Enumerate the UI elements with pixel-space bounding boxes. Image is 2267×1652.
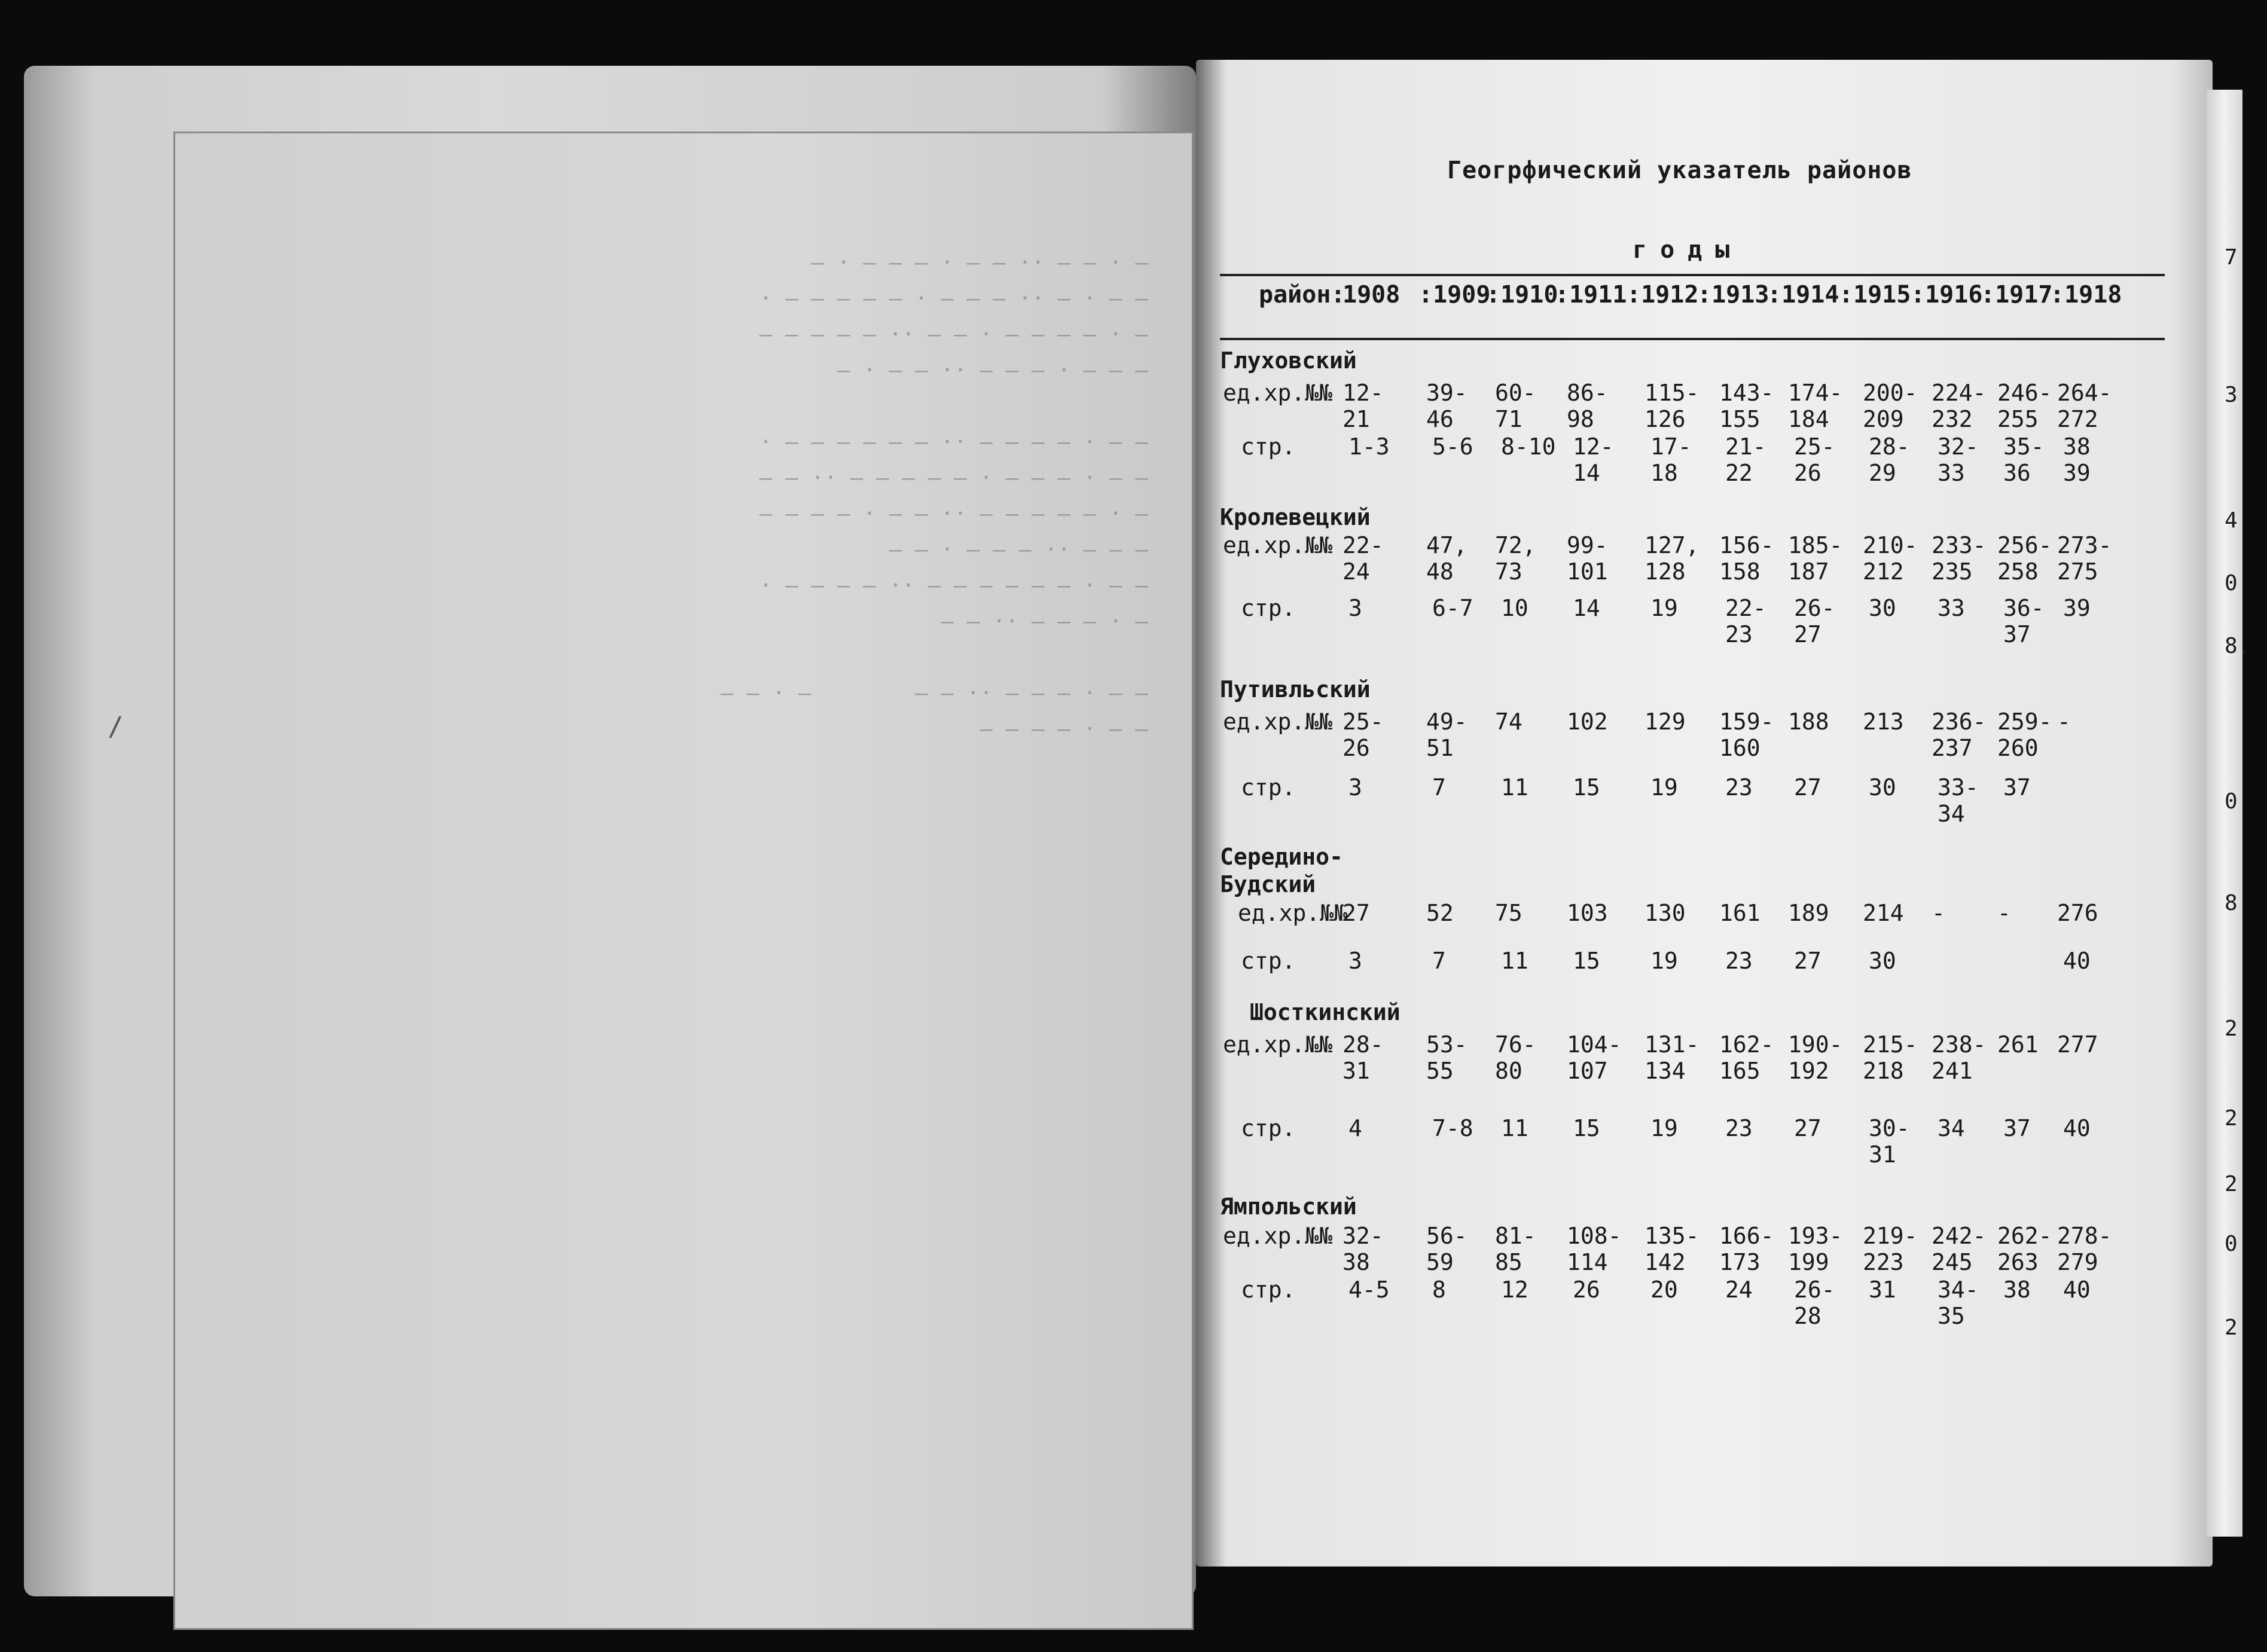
pages-cell: 34- 35 bbox=[1938, 1277, 1979, 1329]
units-cell: 161 bbox=[1719, 900, 1760, 926]
units-cell: 214 bbox=[1863, 900, 1904, 926]
units-cell: 49- 51 bbox=[1426, 709, 1467, 761]
year-header-1911: :1911 bbox=[1555, 281, 1627, 309]
units-cell: 166- 173 bbox=[1719, 1223, 1774, 1275]
pages-cell: 37 bbox=[2003, 774, 2031, 801]
page-title: Геогрфический указатель районов bbox=[1447, 157, 1912, 184]
units-cell: 103 bbox=[1567, 900, 1608, 926]
pages-cell: 19 bbox=[1650, 595, 1678, 621]
pages-cell: 33- 34 bbox=[1938, 774, 1979, 827]
bleed-through-text: — · — — ·· — — · — — — · — — — · — ·· — — — · — — — — — · — · — — — — · — — ·· — — — — — — — — · — — — ·· — — · — — — · — — — — ·· — — — — — — · — — · — — — · — — — — — ·· — — — · — — — — — ·· — — · — — — — — — — ·· — — — · — — — — · — — — — — — ·· — — — — · — · — — — ·· — — — — · — — — ·· — — — · — — — — · — — — — bbox=[720, 251, 1148, 741]
units-cell: 236- 237 bbox=[1932, 709, 1987, 761]
pages-cell: 30 bbox=[1869, 948, 1896, 974]
pages-cell: 7 bbox=[1432, 948, 1446, 974]
pages-row-label: стр. bbox=[1241, 948, 1296, 974]
units-cell: 72, 73 bbox=[1495, 532, 1536, 585]
units-cell: 53- 55 bbox=[1426, 1031, 1467, 1084]
units-cell: 102 bbox=[1567, 709, 1608, 735]
pages-cell: 11 bbox=[1501, 774, 1528, 801]
header-rule-top bbox=[1220, 274, 2165, 276]
units-row-label: ед.хр.№№ bbox=[1223, 532, 1333, 558]
pages-cell: 34 bbox=[1938, 1115, 1965, 1141]
units-cell: 262- 263 bbox=[1997, 1223, 2052, 1275]
units-cell: 246- 255 bbox=[1997, 380, 2052, 432]
units-cell: 75 bbox=[1495, 900, 1522, 926]
pages-cell: 23 bbox=[1725, 774, 1753, 801]
year-header-1913: :1913 bbox=[1697, 281, 1769, 309]
pages-row-label: стр. bbox=[1241, 1115, 1296, 1141]
units-cell: 264- 272 bbox=[2057, 380, 2112, 432]
units-cell: - bbox=[1997, 900, 2011, 926]
units-cell: 86- 98 bbox=[1567, 380, 1608, 432]
district-name: Середино- Будский bbox=[1220, 844, 1343, 897]
units-cell: 189 bbox=[1788, 900, 1829, 926]
units-cell: 185- 187 bbox=[1788, 532, 1843, 585]
pages-cell: 3 bbox=[1348, 948, 1362, 974]
units-cell: 210- 212 bbox=[1863, 532, 1918, 585]
pages-cell: 15 bbox=[1573, 1115, 1600, 1141]
pages-cell: 27 bbox=[1794, 774, 1821, 801]
pages-cell: 15 bbox=[1573, 948, 1600, 974]
pages-cell: 38 bbox=[2003, 1277, 2031, 1303]
units-row-label: ед.хр.№№ bbox=[1223, 1223, 1333, 1249]
pages-cell: 23 bbox=[1725, 1115, 1753, 1141]
units-row-label: ед.хр.№№ bbox=[1238, 900, 1348, 926]
units-cell: 233- 235 bbox=[1932, 532, 1987, 585]
units-cell: 22- 24 bbox=[1342, 532, 1384, 585]
margin-digit: 8. bbox=[2225, 634, 2251, 658]
header-rayon-label: район: bbox=[1259, 281, 1345, 309]
units-cell: 159- 160 bbox=[1719, 709, 1774, 761]
year-header-1915: :1915 bbox=[1839, 281, 1911, 309]
units-cell: 156- 158 bbox=[1719, 532, 1774, 585]
pages-cell: 24 bbox=[1725, 1277, 1753, 1303]
pages-cell: 30 bbox=[1869, 595, 1896, 621]
pages-cell: 19 bbox=[1650, 1115, 1678, 1141]
pages-row-label: стр. bbox=[1241, 433, 1296, 460]
units-cell: 143- 155 bbox=[1719, 380, 1774, 432]
units-cell: 108- 114 bbox=[1567, 1223, 1622, 1275]
units-cell: 28- 31 bbox=[1342, 1031, 1384, 1084]
units-cell: 115- 126 bbox=[1644, 380, 1700, 432]
units-cell: 131- 134 bbox=[1644, 1031, 1700, 1084]
units-cell: 27 bbox=[1342, 900, 1370, 926]
year-header-1909: :1909 bbox=[1418, 281, 1491, 309]
pages-cell: 27 bbox=[1794, 948, 1821, 974]
pages-cell: 26- 28 bbox=[1794, 1277, 1835, 1329]
margin-digit: 2 bbox=[2225, 1172, 2238, 1196]
units-cell: 32- 38 bbox=[1342, 1223, 1384, 1275]
units-cell: 81- 85 bbox=[1495, 1223, 1536, 1275]
units-cell: 74 bbox=[1495, 709, 1522, 735]
pages-row-label: стр. bbox=[1241, 595, 1296, 621]
margin-digit: 7 bbox=[2225, 245, 2238, 270]
margin-digit: 2 bbox=[2225, 1106, 2238, 1131]
pages-cell: 30 bbox=[1869, 774, 1896, 801]
pages-cell: 26- 27 bbox=[1794, 595, 1835, 648]
pages-cell: 8-10 bbox=[1501, 433, 1556, 460]
units-cell: 213 bbox=[1863, 709, 1904, 735]
pages-cell: 40 bbox=[2063, 1115, 2091, 1141]
pages-cell: 8 bbox=[1432, 1277, 1446, 1303]
units-cell: 56- 59 bbox=[1426, 1223, 1467, 1275]
margin-digit: 8 bbox=[2225, 891, 2238, 915]
pages-cell: 21- 22 bbox=[1725, 433, 1766, 486]
pages-cell: 31 bbox=[1869, 1277, 1896, 1303]
units-cell: 273- 275 bbox=[2057, 532, 2112, 585]
units-cell: 215- 218 bbox=[1863, 1031, 1918, 1084]
pages-cell: 4-5 bbox=[1348, 1277, 1390, 1303]
pages-cell: 35- 36 bbox=[2003, 433, 2045, 486]
years-heading: годы bbox=[1633, 236, 1743, 264]
pages-cell: 14 bbox=[1573, 595, 1600, 621]
pages-cell: 23 bbox=[1725, 948, 1753, 974]
district-name: Шосткинский bbox=[1250, 999, 1401, 1025]
units-cell: 12- 21 bbox=[1342, 380, 1384, 432]
pages-cell: 40 bbox=[2063, 948, 2091, 974]
pages-cell: 10 bbox=[1501, 595, 1528, 621]
units-cell: 190- 192 bbox=[1788, 1031, 1843, 1084]
units-cell: 60- 71 bbox=[1495, 380, 1536, 432]
units-cell: 127, 128 bbox=[1644, 532, 1700, 585]
units-cell: 104- 107 bbox=[1567, 1031, 1622, 1084]
pages-cell: 19 bbox=[1650, 774, 1678, 801]
pages-cell: 6-7 bbox=[1432, 595, 1473, 621]
pages-cell: 12 bbox=[1501, 1277, 1528, 1303]
units-cell: 238- 241 bbox=[1932, 1031, 1987, 1084]
units-row-label: ед.хр.№№ bbox=[1223, 1031, 1333, 1058]
year-header-1914: :1914 bbox=[1767, 281, 1839, 309]
pages-cell: 37 bbox=[2003, 1115, 2031, 1141]
pages-row-label: стр. bbox=[1241, 774, 1296, 801]
year-header-1910: :1910 bbox=[1486, 281, 1558, 309]
district-name: Ямпольский bbox=[1220, 1193, 1357, 1220]
pages-cell: 17- 18 bbox=[1650, 433, 1692, 486]
units-cell: 277 bbox=[2057, 1031, 2098, 1058]
margin-digit: 0 bbox=[2225, 789, 2238, 814]
units-cell: 135- 142 bbox=[1644, 1223, 1700, 1275]
margin-digit: 2 bbox=[2225, 1315, 2238, 1340]
margin-digit: 2 bbox=[2225, 1016, 2238, 1041]
pages-cell: 27 bbox=[1794, 1115, 1821, 1141]
pages-cell: 36- 37 bbox=[2003, 595, 2045, 648]
left-page bbox=[24, 66, 1196, 1596]
units-cell: - bbox=[2057, 709, 2071, 735]
units-cell: 25- 26 bbox=[1342, 709, 1384, 761]
year-header-1918: :1918 bbox=[2050, 281, 2122, 309]
margin-digit: 0 bbox=[2225, 571, 2238, 596]
units-cell: 259- 260 bbox=[1997, 709, 2052, 761]
pages-row-label: стр. bbox=[1241, 1277, 1296, 1303]
pages-cell: 20 bbox=[1650, 1277, 1678, 1303]
year-header-1912: :1912 bbox=[1627, 281, 1699, 309]
pages-cell: 25- 26 bbox=[1794, 433, 1835, 486]
pages-cell: 28- 29 bbox=[1869, 433, 1910, 486]
pages-cell: 7 bbox=[1432, 774, 1446, 801]
units-cell: 174- 184 bbox=[1788, 380, 1843, 432]
units-row-label: ед.хр.№№ bbox=[1223, 380, 1333, 406]
units-cell: 188 bbox=[1788, 709, 1829, 735]
pages-cell: 11 bbox=[1501, 948, 1528, 974]
pages-cell: 39 bbox=[2063, 595, 2091, 621]
pages-cell: 1-3 bbox=[1348, 433, 1390, 460]
margin-digit: 4 bbox=[2225, 508, 2238, 533]
pages-cell: 3 bbox=[1348, 774, 1362, 801]
units-cell: 52 bbox=[1426, 900, 1454, 926]
units-cell: 256- 258 bbox=[1997, 532, 2052, 585]
units-cell: 261 bbox=[1997, 1031, 2039, 1058]
units-cell: 278- 279 bbox=[2057, 1223, 2112, 1275]
units-cell: - bbox=[1932, 900, 1945, 926]
units-cell: 276 bbox=[2057, 900, 2098, 926]
pages-cell: 38 39 bbox=[2063, 433, 2091, 486]
pages-cell: 4 bbox=[1348, 1115, 1362, 1141]
units-cell: 129 bbox=[1644, 709, 1686, 735]
district-name: Кролевецкий bbox=[1220, 504, 1371, 530]
pages-cell: 33 bbox=[1938, 595, 1965, 621]
margin-mark: / bbox=[108, 712, 124, 742]
margin-digit: 0 bbox=[2225, 1232, 2238, 1256]
units-cell: 47, 48 bbox=[1426, 532, 1467, 585]
pages-cell: 32- 33 bbox=[1938, 433, 1979, 486]
year-header-1916: :1916 bbox=[1911, 281, 1983, 309]
district-name: Глуховский bbox=[1220, 347, 1357, 374]
units-cell: 99- 101 bbox=[1567, 532, 1608, 585]
pages-cell: 26 bbox=[1573, 1277, 1600, 1303]
pages-cell: 22- 23 bbox=[1725, 595, 1766, 648]
margin-digit: 3 bbox=[2225, 383, 2238, 407]
units-cell: 193- 199 bbox=[1788, 1223, 1843, 1275]
units-cell: 76- 80 bbox=[1495, 1031, 1536, 1084]
pages-cell: 15 bbox=[1573, 774, 1600, 801]
units-cell: 130 bbox=[1644, 900, 1686, 926]
pages-cell: 7-8 bbox=[1432, 1115, 1473, 1141]
pages-cell: 11 bbox=[1501, 1115, 1528, 1141]
units-cell: 162- 165 bbox=[1719, 1031, 1774, 1084]
district-name: Путивльский bbox=[1220, 676, 1371, 703]
units-cell: 224- 232 bbox=[1932, 380, 1987, 432]
header-rule-bottom bbox=[1220, 338, 2165, 340]
year-header-1908: 1908 bbox=[1342, 281, 1401, 309]
pages-cell: 40 bbox=[2063, 1277, 2091, 1303]
units-cell: 39- 46 bbox=[1426, 380, 1467, 432]
units-row-label: ед.хр.№№ bbox=[1223, 709, 1333, 735]
units-cell: 242- 245 bbox=[1932, 1223, 1987, 1275]
pages-cell: 5-6 bbox=[1432, 433, 1473, 460]
pages-cell: 30- 31 bbox=[1869, 1115, 1910, 1168]
pages-cell: 3 bbox=[1348, 595, 1362, 621]
pages-cell: 19 bbox=[1650, 948, 1678, 974]
pages-cell: 12- 14 bbox=[1573, 433, 1614, 486]
units-cell: 219- 223 bbox=[1863, 1223, 1918, 1275]
year-header-1917: :1917 bbox=[1981, 281, 2053, 309]
units-cell: 200- 209 bbox=[1863, 380, 1918, 432]
